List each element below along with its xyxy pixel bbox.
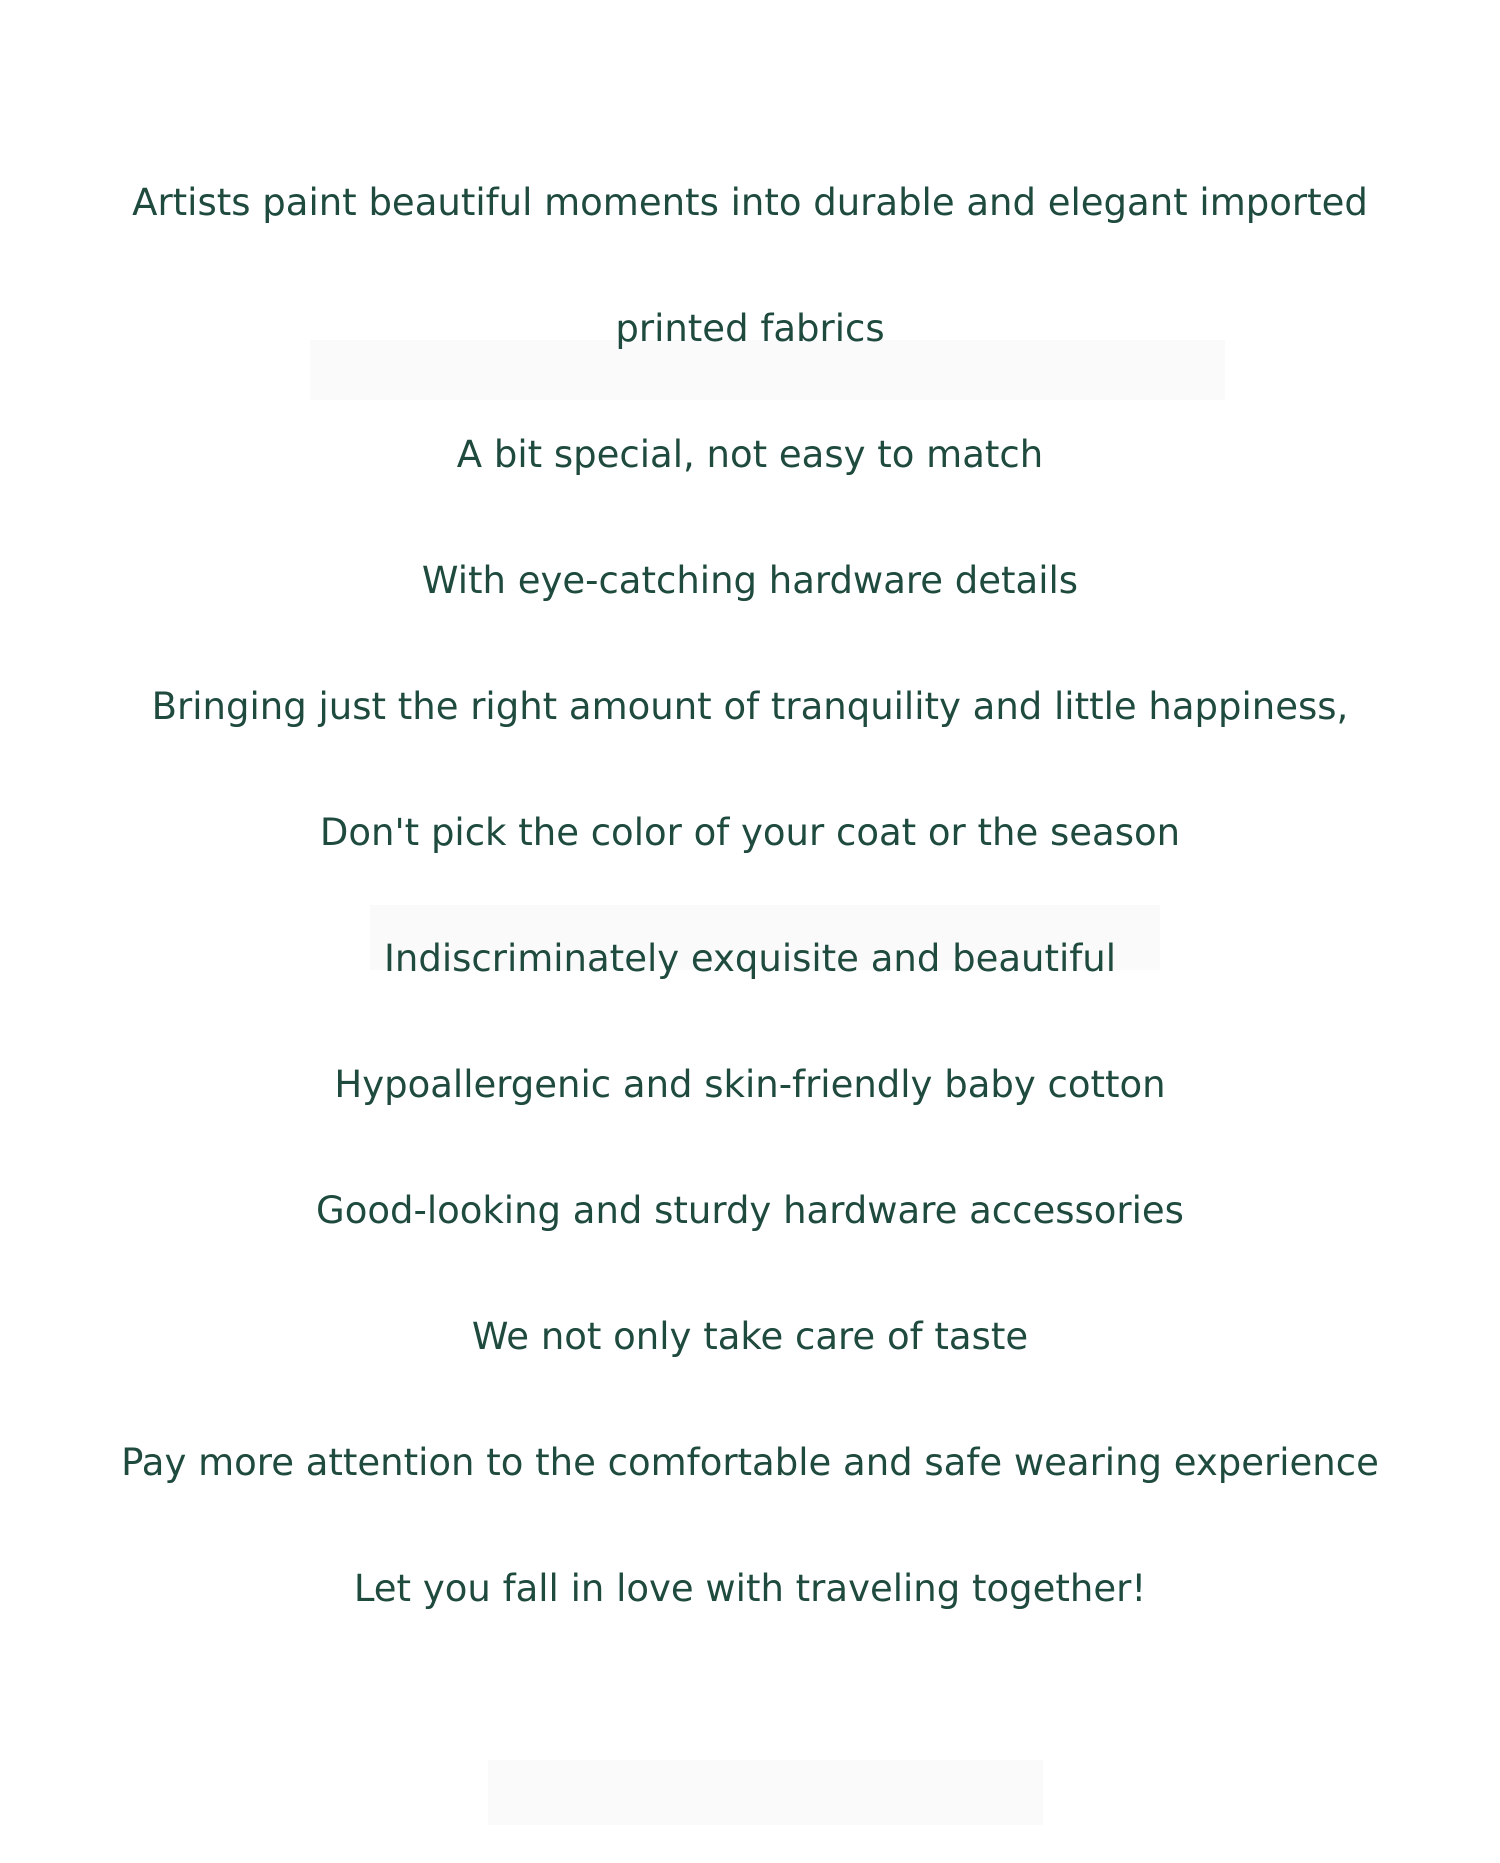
description-line: Artists paint beautiful moments into durable and elegant imported <box>132 181 1368 224</box>
description-line: Let you fall in love with traveling together! <box>353 1567 1147 1610</box>
description-line: Indiscriminately exquisite and beautiful <box>384 937 1116 980</box>
description-line: Pay more attention to the comfortable and safe wearing experience <box>121 1441 1379 1484</box>
description-line: We not only take care of taste <box>471 1315 1029 1358</box>
description-line: printed fabrics <box>615 307 885 350</box>
description-line: With eye-catching hardware details <box>421 559 1079 602</box>
description-line: Bringing just the right amount of tranquility and little happiness, <box>151 685 1349 728</box>
description-line: A bit special, not easy to match <box>456 433 1044 476</box>
description-line: Don't pick the color of your coat or the season <box>319 811 1181 854</box>
description-line: Hypoallergenic and skin-friendly baby cotton <box>334 1063 1166 1106</box>
description-line: Good-looking and sturdy hardware accessories <box>316 1189 1184 1232</box>
